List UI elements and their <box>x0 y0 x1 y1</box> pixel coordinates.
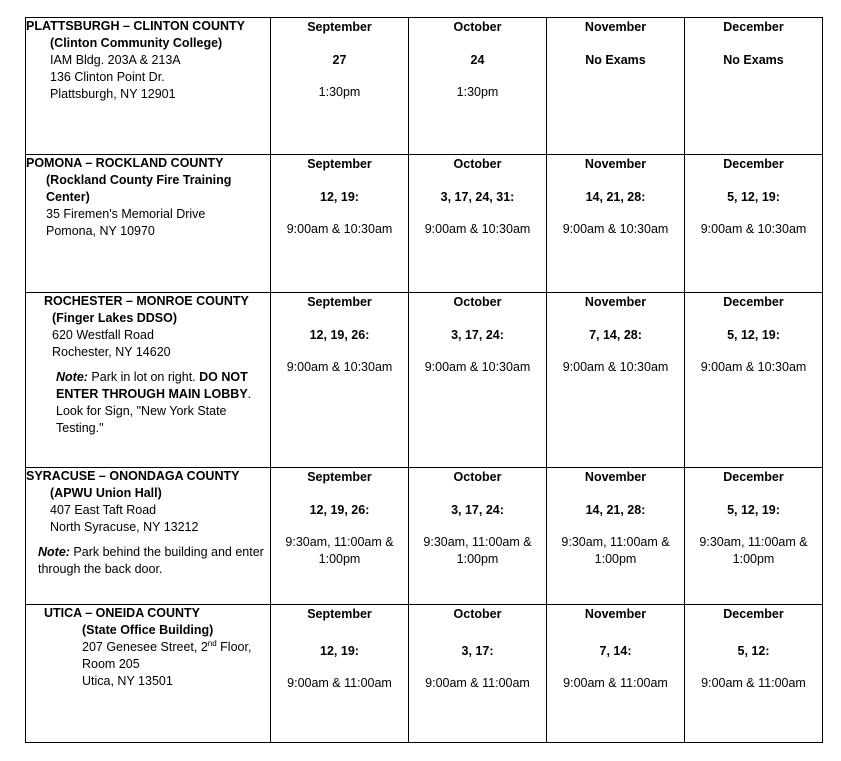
note-text: . Look for Sign, "New York State Testing." <box>56 387 252 435</box>
exam-dates: 5, 12, 19: <box>727 503 780 517</box>
location-cell <box>26 293 271 468</box>
address-text: Floor, Room 205 <box>82 640 252 671</box>
table-row <box>26 18 823 155</box>
exam-times: 9:00am & 10:30am <box>286 222 393 236</box>
month-name: November <box>584 157 647 171</box>
exam-dates: 3, 17, 24: <box>451 503 504 517</box>
exam-times: 9:00am & 11:00am <box>563 676 668 690</box>
address-line <box>44 639 270 673</box>
month-cell <box>547 468 685 605</box>
address-line: 620 Westfall Road <box>52 328 154 342</box>
note-label: Note: <box>38 545 70 559</box>
month-cell <box>271 468 409 605</box>
address-text: 207 Genesee Street, 2 <box>82 640 208 654</box>
exam-times: 9:00am & 10:30am <box>562 360 669 374</box>
exam-times: 9:00am & 11:00am <box>425 676 530 690</box>
note-text: Park behind the building and enter through the back door. <box>38 545 264 576</box>
address-line: Plattsburgh, NY 12901 <box>50 87 176 101</box>
table-row <box>26 605 823 743</box>
exam-times: 1:30pm <box>318 85 361 99</box>
address-line: 35 Firemen's Memorial Drive <box>46 207 206 221</box>
exam-schedule-table <box>25 17 823 743</box>
month-name: November <box>584 607 647 621</box>
month-cell <box>409 293 547 468</box>
exam-dates: 7, 14, 28: <box>589 328 642 342</box>
exam-times: 9:00am & 11:00am <box>287 676 392 690</box>
exam-dates: 14, 21, 28: <box>585 503 646 517</box>
month-name: October <box>453 470 502 484</box>
month-cell <box>547 293 685 468</box>
address-line: IAM Bldg. 203A & 213A <box>50 53 181 67</box>
month-cell <box>685 155 823 293</box>
exam-times: 9:00am & 10:30am <box>424 222 531 236</box>
month-cell <box>547 605 685 743</box>
location-cell <box>26 18 271 155</box>
address-line: North Syracuse, NY 13212 <box>50 520 199 534</box>
table-row <box>26 468 823 605</box>
facility-name: (Finger Lakes DDSO) <box>52 311 178 325</box>
facility-name: (Rockland County Fire Training Center) <box>46 173 232 204</box>
exam-dates: 3, 17, 24: <box>451 328 504 342</box>
month-name: September <box>307 470 372 484</box>
month-name: December <box>723 295 784 309</box>
month-name: September <box>307 607 372 621</box>
exam-dates: 12, 19, 26: <box>309 328 370 342</box>
month-name: September <box>307 20 372 34</box>
address-line: Pomona, NY 10970 <box>46 224 155 238</box>
month-cell <box>685 468 823 605</box>
location-title: ROCHESTER – MONROE COUNTY <box>44 294 249 308</box>
month-cell <box>547 18 685 155</box>
exam-times: 9:00am & 10:30am <box>562 222 669 236</box>
month-name: November <box>584 470 647 484</box>
exam-times: 9:00am & 10:30am <box>700 360 807 374</box>
note-label: Note: <box>56 370 88 384</box>
exam-times: 9:30am, 11:00am & 1:00pm <box>423 535 532 566</box>
facility-name: (State Office Building) <box>82 623 214 637</box>
location-cell <box>26 468 271 605</box>
exam-times: 9:00am & 10:30am <box>700 222 807 236</box>
exam-dates: 5, 12, 19: <box>727 190 780 204</box>
month-name: October <box>453 157 502 171</box>
exam-dates: 14, 21, 28: <box>585 190 646 204</box>
month-cell <box>271 605 409 743</box>
exam-times: 9:30am, 11:00am & 1:00pm <box>561 535 670 566</box>
location-title: SYRACUSE – ONONDAGA COUNTY <box>26 469 240 483</box>
exam-times: 9:30am, 11:00am & 1:00pm <box>285 535 394 566</box>
exam-dates: 5, 12, 19: <box>727 328 780 342</box>
exam-times: 9:00am & 10:30am <box>424 360 531 374</box>
exam-times: 9:30am, 11:00am & 1:00pm <box>699 535 808 566</box>
facility-name: (APWU Union Hall) <box>50 486 162 500</box>
location-cell <box>26 155 271 293</box>
exam-dates: 12, 19: <box>320 644 359 658</box>
exam-times: 9:00am & 10:30am <box>286 360 393 374</box>
parking-note <box>26 544 270 578</box>
exam-dates: 12, 19: <box>320 190 359 204</box>
address-line: Utica, NY 13501 <box>82 674 173 688</box>
month-name: November <box>584 20 647 34</box>
exam-times: 9:00am & 11:00am <box>701 676 806 690</box>
month-cell <box>409 468 547 605</box>
exam-dates: 3, 17, 24, 31: <box>440 190 515 204</box>
month-name: October <box>453 295 502 309</box>
month-name: September <box>307 157 372 171</box>
table-row <box>26 293 823 468</box>
exam-dates: 12, 19, 26: <box>309 503 370 517</box>
note-warning: DO NOT ENTER THROUGH MAIN LOBBY <box>56 370 248 401</box>
month-cell <box>685 605 823 743</box>
month-name: September <box>307 295 372 309</box>
exam-dates: 27 <box>332 53 347 67</box>
location-cell <box>26 605 271 743</box>
month-cell <box>271 155 409 293</box>
month-cell <box>547 155 685 293</box>
exam-dates: 3, 17: <box>461 644 494 658</box>
month-name: October <box>453 607 502 621</box>
month-cell <box>409 18 547 155</box>
exam-dates: 5, 12: <box>737 644 770 658</box>
note-text: Park in lot on right. <box>87 370 200 384</box>
month-name: December <box>723 470 784 484</box>
month-cell <box>409 605 547 743</box>
month-cell <box>685 293 823 468</box>
location-title: POMONA – ROCKLAND COUNTY <box>26 156 224 170</box>
address-line: 136 Clinton Point Dr. <box>50 70 165 84</box>
month-cell <box>409 155 547 293</box>
month-name: December <box>723 20 784 34</box>
month-cell <box>271 293 409 468</box>
exam-times: 1:30pm <box>456 85 499 99</box>
ordinal-suffix: nd <box>207 638 217 648</box>
parking-note <box>44 369 270 437</box>
address-line: 407 East Taft Road <box>50 503 157 517</box>
exam-dates: 24 <box>470 53 485 67</box>
month-name: December <box>723 157 784 171</box>
month-name: December <box>723 607 784 621</box>
address-line: Rochester, NY 14620 <box>52 345 171 359</box>
month-cell <box>685 18 823 155</box>
location-title: UTICA – ONEIDA COUNTY <box>44 606 201 620</box>
table-row <box>26 155 823 293</box>
month-cell <box>271 18 409 155</box>
month-name: October <box>453 20 502 34</box>
exam-dates: 7, 14: <box>599 644 632 658</box>
location-title: PLATTSBURGH – CLINTON COUNTY <box>26 19 245 33</box>
facility-name: (Clinton Community College) <box>50 36 223 50</box>
exam-dates: No Exams <box>585 53 646 67</box>
exam-dates: No Exams <box>723 53 784 67</box>
month-name: November <box>584 295 647 309</box>
